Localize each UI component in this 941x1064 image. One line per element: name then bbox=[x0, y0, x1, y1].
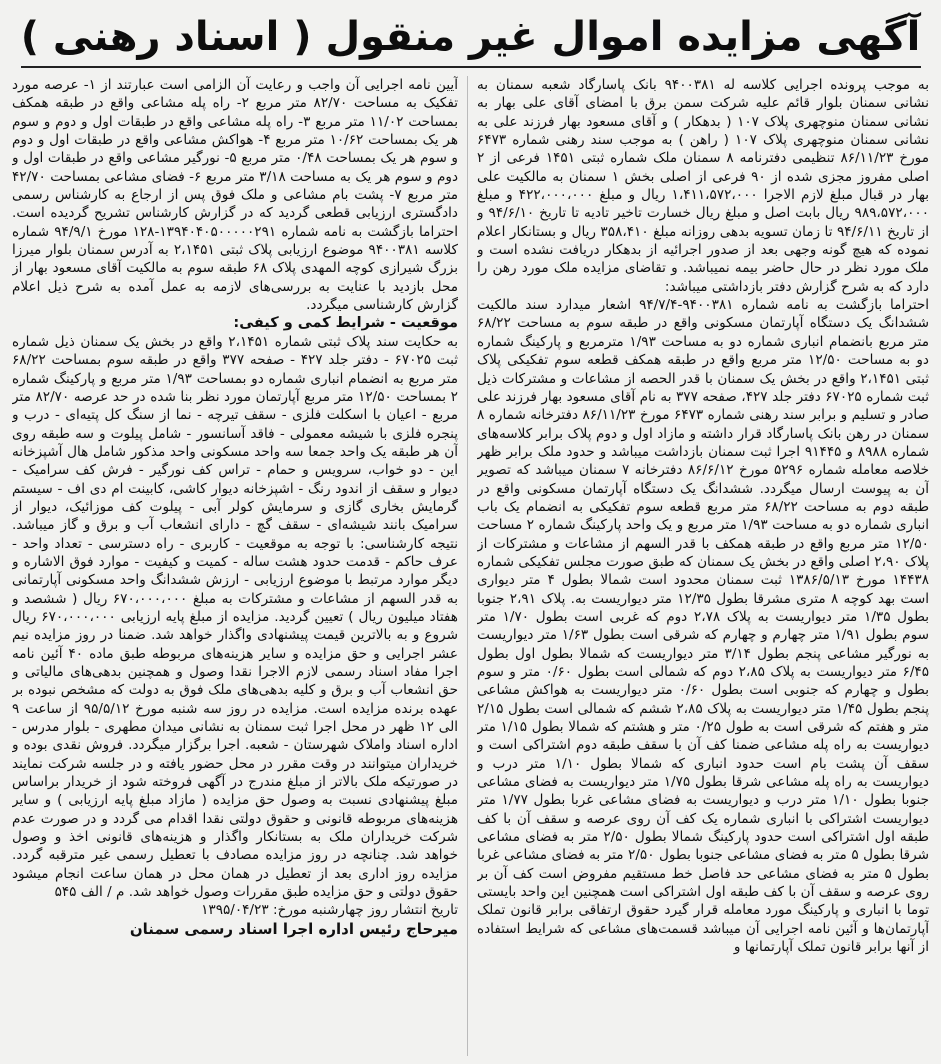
notice-title: آگهی مزایده اموال غیر منقول ( اسناد رهنی ) bbox=[20, 14, 921, 60]
signature-line: میرحاج رئیس اداره اجرا اسناد رسمی سمنان bbox=[129, 919, 458, 938]
right-paragraph-1: به موجب پرونده اجرایی کلاسه له ۹۴۰۰۳۸۱ بانک پاسارگاد شعبه سمنان به نشانی سمنان بلوار قائم علیه شرکت سمن برق با امضای آقای علی بهار به نشانی سمنان منوچهری پلاک ۱۰۷ ( بدهکار ) و آقای مسعود بهار فرزند علی به نشانی سمنان منوچهری پلاک ۱۰۷ ( راهن ) به موجب سند رهنی شماره ۶۴۷۳ مورخ ۸۶/۱۱/۲۳ تنظیمی دفترنامه ۸ سمنان ملک شماره ثبتی ۱۴۵۱ فرعی از ۲ اصلی مفروز مجزی شده از ۹۰ فرعی از اصلی بخش ۱ سمنان به مالکیت علی بهار در قبال مبلغ لازم الاجرا ۱،۴۱۱،۵۷۲،۰۰۰ ریال و مبلغ ۴۲۲،۰۰۰،۰۰۰ و مبلغ ۹۸۹،۵۷۲،۰۰۰ ریال بابت اصل و مبلغ ریال خسارت تاخیر تادیه تا تاریخ ۹۴/۶/۱۰ و از تاریخ ۹۴/۶/۱۱ تا زمان تسویه بدهی روزانه مبلغ ۳۵۸،۴۱۰ ریال و بستانکار اعلام نموده که هیچ گونه وجهی بعد از صدور اجرائیه از بدهکار دریافت نشده است و ملک مورد نظر در حال حاضر بیمه نمیباشد. و تقاضای مزایده ملک مورد رهن را دارد که به شرح گزارش دفتر بازداشتی میباشد: bbox=[477, 77, 929, 295]
left-column bbox=[12, 76, 458, 1056]
notice-columns bbox=[12, 76, 929, 1056]
notice-header bbox=[21, 8, 921, 68]
publication-date: تاریخ انتشار روز چهارشنبه مورخ: ۱۳۹۵/۰۴/۲۳ bbox=[201, 902, 458, 919]
column-divider bbox=[467, 76, 468, 1056]
right-column bbox=[477, 76, 929, 1056]
right-paragraph-2: احتراما بازگشت به نامه شماره ۹۴۰۰۳۸۱-۹۴/۷/۴ اشعار میدارد سند مالکیت ششدانگ یک دستگاه آپارتمان مسکونی واقع در طبقه سوم به مساحت ۶۸/۲۲ متر مربع بانضمام انباری شماره دو به مساحت ۱/۹۳ مترمربع و پارکینگ شماره دو به مساحت ۱۲/۵۰ متر مربع واقع در طبقه همکف قطعه سوم تفکیکی پلاک ثبتی ۲،۱۴۵۱ واقع در بخش یک سمنان با قدر الحصه از مشاعات و مشترکات ذیل ثبت شماره ۶۷۰۲۵ دفتر جلد ۴۲۷، صفحه ۳۷۷ به نام آقای مسعود بهار فرزند علی صادر و تسلیم و برابر سند رهنی شماره ۶۴۷۳ مورخ ۸۶/۱۱/۲۳ دفترخانه شماره ۸ سمنان در رهن بانک پاسارگاد قرار داشته و مازاد اول و دوم پلاک برابر کلاسه‌های شماره ۸۹۸۸ و ۹۱۴۴۵ اجرا ثبت سمنان بازداشت میباشد و حدود ملک برابر ظهر خلاصه معامله شماره ۵۲۹۶ مورخ ۸۶/۶/۱۲ دفترخانه ۷ سمنان میباشد که تصویر آن به پیوست ارسال میگردد. ششدانگ یک دستگاه آپارتمان مسکونی واقع در طبقه دوم به مساحت ۶۸/۲۲ متر مربع قطعه سوم تفکیکی به انضمام یک باب انباری شماره دو به مساحت ۱/۹۳ متر مربع و یک واحد پارکینگ شماره ۲ مساحت ۱۲/۵۰ متر مربع واقع در طبقه همکف با قدر السهم از مشاعات و مشترکات از پلاک ۲،۹۰ اصلی واقع در بخش یک سمنان که طبق صورت مجلس تفکیکی شماره ۱۴۴۳۸ مورخ ۱۳۸۶/۵/۱۳ ثبت سمنان محدود است شمالا بطول ۴ متر دیواری است بهد کوچه ۸ متری مشرقا بطول ۱۲/۳۵ متر دیواریست به. پلاک ۲،۹۱ جنوبا بطول ۱/۳۵ متر دیواریست به پلاک ۲،۷۸ دوم که غربی است بطول ۱/۷۰ متر سوم بطول ۱/۹۱ متر چهارم و چهارم که شرقی است بطول ۱/۶۳ متر دیواریست به نورگیر مشاعی پنجم بطول ۳/۱۴ متر دیواریست که شمالا بطول اول بطول ۶/۴۵ متر دیواریست به پلاک ۲،۸۵ دوم که شمالی است بطول ۰/۶۰ متر و سوم بطول و چهارم که جنوبی است بطول ۰/۶۰ متر دیواریست به هواکش مشاعی پنجم بطول ۱/۴۵ متر دیواریست به پلاک ۲،۸۵ ششم که شمالی است بطول ۲/۱۵ متر و هفتم که شرقی است به طول ۰/۲۵ متر و هشتم که شمالا بطول ۱/۱۵ متر دیواریست به راه پله مشاعی ضمنا کف آن با سقف طبقه دوم اشتراکی است و سقف آن پشت بام است حدود انباری که شمالا بطول ۱/۱۰ متر درب و دیواریست به راه پله مشاعی شرقا بطول ۱/۷۵ متر دیواریست به فضای مشاعی جنوبا بطول ۱/۱۰ متر درب و دیواریست به فضای مشاعی غربا بطول ۱/۷۷ متر دیواریست اشتراکی با انباری شماره یک کف آن روی عرصه و سقف آن با کف طبقه اول اشتراکی است حدود پارکینگ شمالا بطول ۲/۵۰ متر به فضای مشاعی شرقا بطول ۵ متر به فضای مشاعی جنوبا بطول ۲/۵۰ متر به فضای مشاعی غربا بطول ۵ متر به فضای مشاعی حد فاصل خط مستقیم مفروض است کف آن بر روی عرصه و سقف آن با کف طبقه اول اشتراکی است همچنین این واحد بایستی توما با انباری و پارکینگ مورد معامله قرار گیرد حقوق ارتفاقی برابر قانون تملک آپارتمان‌ها و آئین نامه اجرایی آن میباشد قسمت‌های مشاعی که شرایط استفاده از آنها برابر قانون تملک آپارتمانها و bbox=[477, 297, 929, 956]
left-intro-paragraph: آیین نامه اجرایی آن واجب و رعایت آن الزامی است عبارتند از ۱- عرصه مورد تفکیک به مساحت ۸۲/۷۰ متر مربع ۲- راه پله مشاعی واقع در طبقه همکف بمساحت ۱۱/۰۲ متر مربع ۳- راه پله مشاعی واقع در طبقات اول و دوم و سوم هر یک بمساحت ۱۰/۶۲ متر مربع ۴- هواکش مشاعی واقع در طبقات اول و دوم و سوم هر یک بمساحت ۰/۴۸ متر مربع ۵- نورگیر مشاعی واقع در طبقات اول و دوم و سوم هر یک به مساحت ۳/۱۸ متر مربع ۶- فضای مشاعی بمساحت ۴۲/۷۰ متر مربع ۷- پشت بام مشاعی و ملک فوق پس از ارجاع به کارشناس رسمی دادگستری ارزیابی قطعی گردید که در گزارش کارشناس تشریح گردیده است. احتراما بازگشت به نامه شماره ۱۳۹۴۰۴۰۵۰۰۰۰۰۲۹۱-۱۲۸ مورخ ۹۴/۹/۱ شماره کلاسه ۹۴۰۰۳۸۱ موضوع ارزیابی پلاک ثبتی ۲،۱۴۵۱ به آدرس سمنان بلوار میرزا بزرگ شیرازی کوچه المهدی پلاک ۶۸ طبقه سوم به مالکیت آقای مسعود بهار از محل بازدید با عنایت به بررسی‌های لازمه به عمل آمده به شرح ذیل اعلام گزارش کارشناسی میگردد. bbox=[12, 77, 458, 314]
left-body-paragraph: به حکایت سند پلاک ثبتی شماره ۲،۱۴۵۱ واقع در بخش یک سمنان ذیل شماره ثبت ۶۷۰۲۵ - دفتر جلد ۴۲۷ - صفحه ۳۷۷ واقع در طبقه سوم بمساحت ۶۸/۲۲ متر مربع به انضمام انباری شماره دو بمساحت ۱/۹۳ متر مربع و پارکینگ شماره ۲ بمساحت ۱۲/۵۰ متر مربع آپارتمان مورد نظر بنا شده در حد عرصه ۸۲/۷۰ متر مربع - اعیان با اسکلت فلزی - سقف تیرچه - نما از سنگ کل پتیه‌ای - درب و پنجره فلزی با شیشه معمولی - فاقد آسانسور - شامل پیلوت و سه طبقه روی آن هر طبقه یک واحد جمعا سه واحد مسکونی واحد مذکور شامل هال آشپزخانه این - دو خواب، سرویس و حمام - تراس کف نورگیر - فرش کف سرامیک - دیوار و سقف از اندود رنگ - اشپزخانه دیوار کاشی، کابینت ام دی اف - سیستم گرمایش بخاری گازی و سرمایش کولر آبی - پیلوت کف موزائیک، دیوار از سرامیک بانند شیشه‌ای - سقف گچ - دارای انشعاب آب و برق و گاز میباشد. نتیجه کارشناسی: با توجه به موقعیت - کاربری - راه دسترسی - تعداد واحد - عرف حاکم - قدمت حدود هشت ساله - کمیت و کیفیت - موارد فوق الاشاره و دیگر موارد مرتبط با موضوع ارزیابی - ارزش ششدانگ واحد مسکونی آپارتمانی به قدر السهم از مشاعات و مشترکات به مبلغ ۶۷۰،۰۰۰،۰۰۰ ریال ( ششصد و هفتاد میلیون ریال ) تعیین گردید. مزایده از مبلغ پایه ارزیابی ۶۷۰،۰۰۰،۰۰۰ ریال شروع و به بالاترین قیمت پیشنهادی واگذار خواهد شد. ضمنا در روز مزایده نیم عشر اجرایی و حق مزایده و سایر هزینه‌های مربوطه طبق ماده ۴۰ آئین نامه اجرا مفاد اسناد رسمی لازم الاجرا نقدا وصول و همچنین بدهی‌های مالیاتی و حق انشعاب آب و برق و کلیه بدهی‌های ملک فوق به دولت که مشخص نبوده بر عهده برنده مزایده است. مزایده در روز سه شنبه مورخ ۹۵/۵/۱۲ از ساعت ۹ الی ۱۲ ظهر در محل اجرا ثبت سمنان به نشانی میدان مطهری - بلوار مدرس - اداره اسناد واملاک شهرستان - شعبه. اجرا برگزار میگردد. فروش نقدی بوده و خریداران میتوانند در وقت مقرر در محل حضور یافته و در جلسه شرکت نمایند در صورتیکه ملک بالاتر از مبلغ مندرج در آگهی فروخته شود از خریدار براساس مبلغ پیشنهادی نسبت به وصول حق مزایده ( مازاد مبلغ پایه ارزیابی ) و سایر هزینه‌های مربوطه قانونی و حقوق دولتی نقدا اقدام می گردد و در صورت عدم شرکت خریداران ملک به بستانکار واگذار و هزینه‌های قانونی اخذ و وصول خواهد شد. چنانچه در روز مزایده مصادف با تعطیل رسمی غیر مترقبه گردد. مزایده روز اداری بعد از تعطیل در همان محل در همان ساعت انجام میشود حقوق دولتی و حق مزایده طبق مقررات وصول خواهد شد. م / الف ۵۴۵ bbox=[12, 333, 458, 901]
section-subheading: موقعیت - شرایط کمی و کیفی: bbox=[233, 315, 458, 332]
